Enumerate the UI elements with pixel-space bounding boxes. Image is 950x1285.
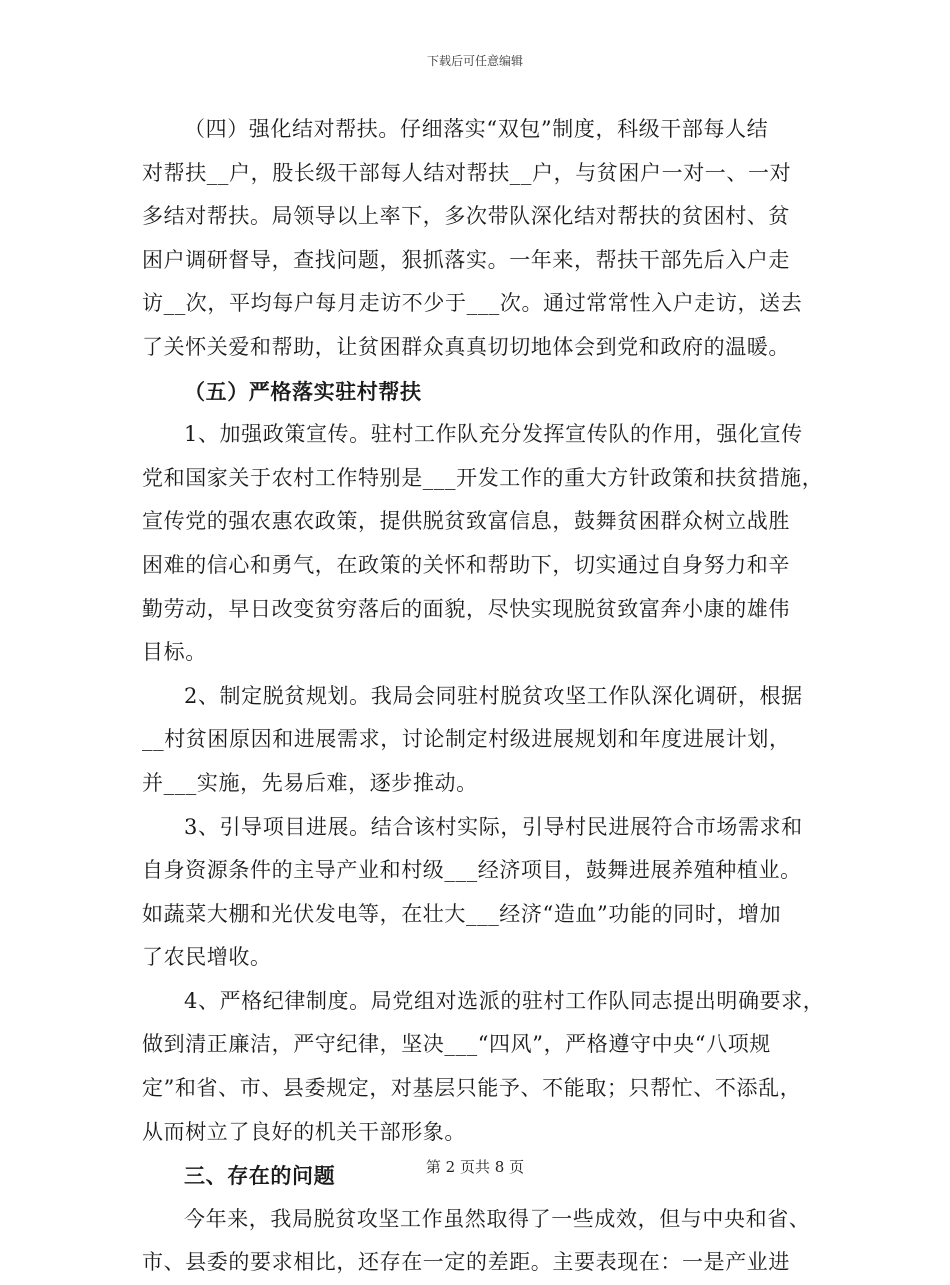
paragraph-line: 做到清正廉洁，严守纪律，坚决___“四风”，严格遵守中央“八项规 xyxy=(142,1032,771,1057)
paragraph-line: 自身资源条件的主导产业和村级___经济项目，鼓舞进展养殖种植业。 xyxy=(142,858,802,883)
paragraph-line: （四）强化结对帮扶。仔细落实“双包”制度，科级干部每人结 xyxy=(184,117,769,141)
paragraph-line: 4、严格纪律制度。局党组对选派的驻村工作队同志提出明确要求， xyxy=(184,988,825,1013)
paragraph-line: 党和国家关于农村工作特别是___开发工作的重大方针政策和扶贫措施， xyxy=(142,465,824,490)
section-heading: 三、存在的问题 xyxy=(184,1163,336,1189)
paragraph-line: 并___实施，先易后难，逐步推动。 xyxy=(142,770,478,795)
paragraph-line: 今年来，我局脱贫攻坚工作虽然取得了一些成效，但与中央和省、 xyxy=(184,1206,811,1231)
paragraph-line: 定”和省、市、县委规定，对基层只能予、不能取；只帮忙、不添乱， xyxy=(142,1076,802,1101)
paragraph-line: 1、加强政策宣传。驻村工作队充分发挥宣传队的作用，强化宣传 xyxy=(184,422,803,447)
paragraph-line: 2、制定脱贫规划。我局会同驻村脱贫攻坚工作队深化调研，根据 xyxy=(184,683,803,708)
paragraph-line: 对帮扶__户，股长级干部每人结对帮扶__户，与贫困户一对一、一对 xyxy=(142,160,792,185)
paragraph-line: 如蔬菜大棚和光伏发电等，在壮大___经济“造血”功能的同时，增加 xyxy=(142,901,782,926)
paragraph-line: 了农民增收。 xyxy=(142,945,272,970)
section-heading: （五）严格落实驻村帮扶 xyxy=(184,378,422,404)
paragraph-line: 宣传党的强农惠农政策，提供脱贫致富信息，鼓舞贫困群众树立战胜 xyxy=(142,509,790,534)
paragraph-line: 目标。 xyxy=(142,640,207,665)
paragraph-line: 从而树立了良好的机关干部形象。 xyxy=(142,1119,466,1144)
paragraph-line: 困难的信心和勇气，在政策的关怀和帮助下，切实通过自身努力和辛 xyxy=(142,552,790,577)
paragraph-line: 困户调研督导，查找问题，狠抓落实。一年来，帮扶干部先后入户走 xyxy=(142,247,790,272)
page-footer: 第 2 页共 8 页 xyxy=(425,1158,525,1176)
paragraph-line: 访__次，平均每户每月走访不少于___次。通过常常性入户走访，送去 xyxy=(142,291,803,316)
paragraph-line: 了关怀关爱和帮助，让贫困群众真真切切地体会到党和政府的温暖。 xyxy=(142,334,790,359)
page-header: 下载后可任意编辑 xyxy=(426,54,523,68)
paragraph-line: __村贫困原因和进展需求，讨论制定村级进展规划和年度进展计划， xyxy=(142,727,791,752)
document-body xyxy=(142,108,825,1285)
paragraph-line: 3、引导项目进展。结合该村实际，引导村民进展符合市场需求和 xyxy=(184,814,803,839)
paragraph-line: 勤劳动，早日改变贫穷落后的面貌，尽快实现脱贫致富奔小康的雄伟 xyxy=(142,596,790,621)
paragraph-line: 市、县委的要求相比，还存在一定的差距。主要表现在：一是产业进 xyxy=(142,1250,790,1275)
paragraph-line: 多结对帮扶。局领导以上率下，多次带队深化结对帮扶的贫困村、贫 xyxy=(142,204,790,229)
